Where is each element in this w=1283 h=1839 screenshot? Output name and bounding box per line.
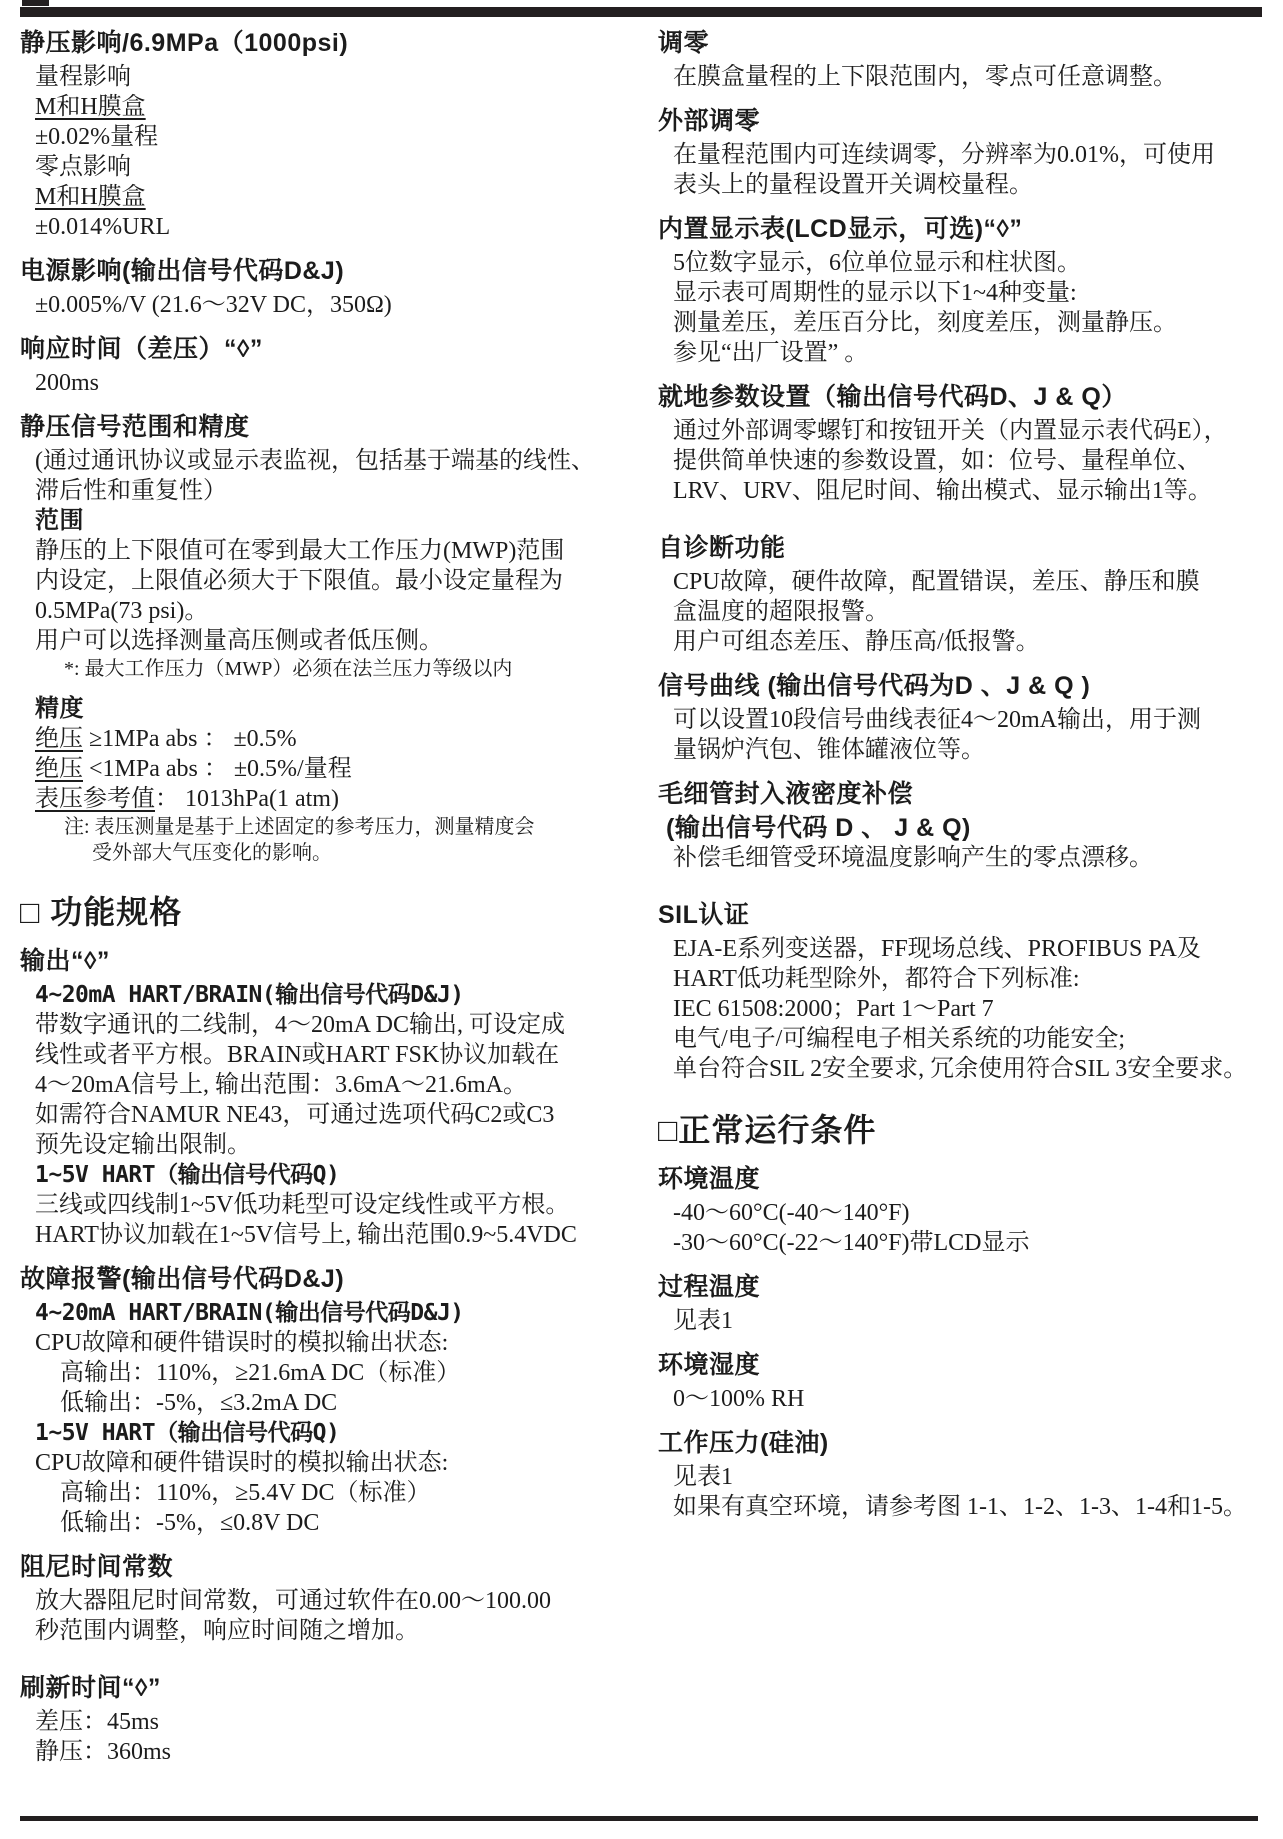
text-segment: 静压的上下限值可在零到最大工作压力(MWP)范围	[35, 538, 565, 564]
spec-section	[658, 105, 1263, 200]
text-segment: 用户可组态差压、静压高/低报警。	[673, 629, 1040, 655]
spec-section	[658, 381, 1263, 506]
text-segment: ： 1013hPa(1 atm)	[155, 786, 339, 812]
text-line	[658, 1306, 1263, 1336]
text-line	[658, 338, 1263, 368]
text-segment: 如果有真空环境，请参考图 1-1、1-2、1-3、1-4和1-5。	[673, 1494, 1247, 1520]
text-segment: 线性或者平方根。BRAIN或HART FSK协议加载在	[35, 1042, 560, 1068]
text-line	[20, 1328, 620, 1358]
section-heading: SIL认证	[658, 901, 750, 929]
text-line	[658, 964, 1263, 994]
spec-section	[20, 333, 620, 398]
text-segment: 5位数字显示，6位单位显示和柱状图。	[673, 250, 1081, 276]
section-heading: 静压影响/6.9MPa（1000psi)	[20, 29, 349, 57]
section-heading: 输出“◊”	[20, 947, 110, 975]
text-segment: CPU故障和硬件错误时的模拟输出状态:	[35, 1450, 449, 1476]
text-segment: 见表1	[673, 1464, 733, 1490]
text-line	[20, 368, 620, 398]
text-line	[20, 1160, 620, 1190]
spec-section	[20, 892, 620, 932]
text-line	[658, 308, 1263, 338]
bottom-rule	[20, 1816, 1258, 1821]
text-segment: 秒范围内调整，响应时间随之增加。	[35, 1618, 419, 1644]
text-line	[658, 1492, 1263, 1522]
spec-section	[20, 1672, 620, 1767]
text-segment: 如需符合NAMUR NE43，可通过选项代码C2或C3	[35, 1102, 555, 1128]
text-segment: 静压：360ms	[35, 1739, 172, 1765]
text-line	[20, 1130, 620, 1160]
text-segment: IEC 61508:2000；Part 1～Part 7	[673, 996, 994, 1022]
text-segment: 0～100% RH	[673, 1386, 805, 1412]
spec-section	[658, 670, 1263, 765]
text-segment: 200ms	[35, 370, 100, 396]
text-segment: ±0.005%/V (21.6～32V DC，350Ω)	[35, 292, 392, 318]
text-line	[658, 416, 1263, 446]
section-heading: 故障报警(输出信号代码D&J)	[20, 1265, 345, 1293]
text-segment: 三线或四线制1~5V低功耗型可设定线性或平方根。	[35, 1192, 570, 1218]
spec-section	[20, 27, 620, 242]
text-line	[20, 596, 620, 626]
text-line	[658, 140, 1263, 170]
text-line	[20, 784, 620, 814]
section-heading: 工作压力(硅油)	[658, 1429, 829, 1457]
text-line	[20, 1586, 620, 1616]
text-segment: 高输出：110%，≥5.4V DC（标准）	[60, 1480, 431, 1506]
text-line	[20, 1478, 620, 1508]
underlined-text: 表压参考值	[35, 786, 155, 812]
left-column	[20, 27, 620, 1780]
text-segment: 提供简单快速的参数设置，如：位号、量程单位、	[673, 448, 1201, 474]
text-segment: 差压：45ms	[35, 1709, 160, 1735]
spec-section	[658, 27, 1263, 92]
text-segment: 电气/电子/可编程电子相关系统的功能安全;	[673, 1026, 1126, 1052]
text-segment: (输出信号代码 D 、 J & Q)	[666, 814, 971, 842]
text-segment: 参见“出厂设置” 。	[673, 340, 869, 366]
text-line	[658, 476, 1263, 506]
text-line	[658, 735, 1263, 765]
text-line	[20, 1707, 620, 1737]
text-segment: 在量程范围内可连续调零，分辨率为0.01%，可使用	[673, 142, 1215, 168]
section-heading: 毛细管封入液密度补偿	[658, 780, 914, 808]
text-segment: HART协议加载在1~5V信号上, 输出范围0.9~5.4VDC	[35, 1222, 577, 1248]
text-segment: 4~20mA HART/BRAIN(输出信号代码D&J)	[35, 982, 464, 1008]
section-heading: 内置显示表(LCD显示，可选)“◊”	[658, 215, 1023, 243]
text-line	[20, 536, 620, 566]
text-line	[20, 656, 620, 682]
text-segment: 带数字通讯的二线制，4～20mA DC输出, 可设定成	[35, 1012, 566, 1038]
text-segment: 4～20mA信号上, 输出范围：3.6mA～21.6mA。	[35, 1072, 527, 1098]
spec-section	[658, 532, 1263, 657]
spec-section	[20, 411, 620, 866]
text-segment: 量锅炉汽包、锥体罐液位等。	[673, 737, 985, 763]
text-line	[20, 92, 620, 122]
text-segment: 预先设定输出限制。	[35, 1132, 251, 1158]
text-line	[20, 814, 620, 840]
spec-section	[658, 1271, 1263, 1336]
text-line	[20, 1070, 620, 1100]
text-segment: 1~5V HART（输出信号代码Q)	[35, 1420, 340, 1446]
text-segment: 通过外部调零螺钉和按钮开关（内置显示表代码E），	[673, 418, 1228, 444]
underlined-text: M和H膜盒	[35, 184, 146, 210]
text-segment: HART低功耗型除外，都符合下列标准:	[673, 966, 1080, 992]
text-segment: 4~20mA HART/BRAIN(输出信号代码D&J)	[35, 1300, 464, 1326]
text-line	[20, 754, 620, 784]
section-heading: 调零	[658, 29, 710, 57]
right-column	[658, 27, 1263, 1780]
top-rule	[20, 7, 1262, 17]
text-line	[20, 1220, 620, 1250]
text-line	[20, 182, 620, 212]
text-line	[20, 62, 620, 92]
text-segment: CPU故障，硬件故障，配置错误，差压、静压和膜	[673, 569, 1200, 595]
text-segment: ±0.02%量程	[35, 124, 159, 150]
text-line	[658, 278, 1263, 308]
text-line	[20, 1190, 620, 1220]
text-segment: 放大器阻尼时间常数，可通过软件在0.00～100.00	[35, 1588, 551, 1614]
text-line	[658, 62, 1263, 92]
text-line	[20, 694, 620, 724]
section-heading: 阻尼时间常数	[20, 1553, 174, 1581]
spec-section	[658, 1163, 1263, 1258]
text-line	[20, 1010, 620, 1040]
text-line	[658, 248, 1263, 278]
text-segment: 滞后性和重复性）	[35, 478, 227, 504]
text-segment: 内设定，上限值必须大于下限值。最小设定量程为	[35, 568, 563, 594]
section-title: □正常运行条件	[658, 1112, 877, 1148]
text-segment: 盒温度的超限报警。	[673, 599, 889, 625]
text-segment: 测量差压，差压百分比，刻度差压，测量静压。	[673, 310, 1177, 336]
section-heading: 过程温度	[658, 1273, 761, 1301]
text-segment: 注: 表压测量是基于上述固定的参考压力，测量精度会	[64, 816, 535, 838]
text-segment: 补偿毛细管受环境温度影响产生的零点漂移。	[673, 845, 1153, 871]
text-line	[658, 934, 1263, 964]
underlined-text: 绝压	[35, 756, 83, 782]
text-segment: 范围	[35, 507, 84, 534]
underlined-text: M和H膜盒	[35, 94, 146, 120]
text-segment: LRV、URV、阻尼时间、输出模式、显示输出1等。	[673, 478, 1212, 504]
text-line	[658, 813, 1263, 843]
spec-section	[20, 1263, 620, 1538]
text-line	[20, 290, 620, 320]
text-line	[658, 170, 1263, 200]
text-segment: ±0.014%URL	[35, 214, 171, 240]
text-segment: 精度	[35, 695, 84, 722]
text-line	[20, 1616, 620, 1646]
text-segment: 用户可以选择测量高压侧或者低压侧。	[35, 628, 443, 654]
text-segment: ≥1MPa abs ： ±0.5%	[83, 726, 297, 752]
section-heading: 外部调零	[658, 107, 761, 135]
text-segment: 1~5V HART（输出信号代码Q)	[35, 1162, 340, 1188]
text-segment: 低输出：-5%，≤0.8V DC	[60, 1510, 320, 1536]
text-line	[658, 705, 1263, 735]
section-heading: 静压信号范围和精度	[20, 413, 250, 441]
text-line	[20, 724, 620, 754]
text-line	[20, 1508, 620, 1538]
text-segment: *: 最大工作压力（MWP）必须在法兰压力等级以内	[64, 658, 513, 680]
text-line	[658, 994, 1263, 1024]
text-segment: 零点影响	[35, 154, 131, 180]
text-line	[20, 122, 620, 152]
section-title: □ 功能规格	[20, 894, 183, 930]
text-segment: -40～60°C(-40～140°F)	[673, 1200, 910, 1226]
page-edge-mark	[22, 0, 49, 6]
spec-section	[20, 1551, 620, 1646]
text-segment: 受外部大气压变化的影响。	[92, 842, 332, 864]
text-line	[20, 1298, 620, 1328]
text-line	[658, 1384, 1263, 1414]
section-heading: 刷新时间“◊”	[20, 1674, 161, 1702]
text-segment: 高输出：110%，≥21.6mA DC（标准）	[60, 1360, 461, 1386]
text-line	[20, 446, 620, 476]
text-line	[658, 1054, 1263, 1084]
text-segment: 可以设置10段信号曲线表征4～20mA输出，用于测	[673, 707, 1201, 733]
text-segment: (通过通讯协议或显示表监视，包括基于端基的线性、	[35, 448, 595, 474]
section-heading: 环境温度	[658, 1165, 761, 1193]
text-line	[20, 566, 620, 596]
section-heading: 环境湿度	[658, 1351, 761, 1379]
text-segment: <1MPa abs ： ±0.5%/量程	[83, 756, 352, 782]
text-line	[20, 1388, 620, 1418]
text-line	[20, 1418, 620, 1448]
text-line	[658, 843, 1263, 873]
text-line	[658, 567, 1263, 597]
text-segment: 见表1	[673, 1308, 733, 1334]
text-line	[20, 1358, 620, 1388]
text-segment: 量程影响	[35, 64, 131, 90]
section-heading: 就地参数设置（输出信号代码D、J & Q）	[658, 383, 1127, 411]
text-segment: 表头上的量程设置开关调校量程。	[673, 172, 1033, 198]
text-line	[20, 1737, 620, 1767]
text-line	[20, 840, 620, 866]
text-segment: EJA-E系列变送器，FF现场总线、PROFIBUS PA及	[673, 936, 1201, 962]
text-line	[20, 506, 620, 536]
spec-section	[658, 1110, 1263, 1150]
text-segment: 低输出：-5%，≤3.2mA DC	[60, 1390, 338, 1416]
text-line	[20, 1448, 620, 1478]
text-segment: 0.5MPa(73 psi)。	[35, 598, 209, 624]
text-line	[658, 597, 1263, 627]
text-line	[658, 1198, 1263, 1228]
text-line	[20, 1100, 620, 1130]
text-segment: 在膜盒量程的上下限范围内，零点可任意调整。	[673, 64, 1177, 90]
text-line	[20, 980, 620, 1010]
section-heading: 信号曲线 (输出信号代码为D 、J & Q )	[658, 672, 1091, 700]
section-heading: 自诊断功能	[658, 534, 786, 562]
text-segment: -30～60°C(-22～140°F)带LCD显示	[673, 1230, 1030, 1256]
text-line	[20, 626, 620, 656]
spec-section	[658, 1427, 1263, 1522]
section-heading: 响应时间（差压）“◊”	[20, 335, 263, 363]
spec-section	[20, 255, 620, 320]
text-line	[658, 446, 1263, 476]
text-line	[20, 1040, 620, 1070]
text-line	[658, 1228, 1263, 1258]
text-line	[658, 627, 1263, 657]
text-segment: 单台符合SIL 2安全要求, 冗余使用符合SIL 3安全要求。	[673, 1056, 1248, 1082]
text-line	[20, 152, 620, 182]
underlined-text: 绝压	[35, 726, 83, 752]
text-line	[20, 212, 620, 242]
text-line	[20, 476, 620, 506]
text-line	[658, 1462, 1263, 1492]
spec-section	[658, 899, 1263, 1084]
spec-section	[658, 213, 1263, 368]
text-line	[658, 1024, 1263, 1054]
text-segment: 显示表可周期性的显示以下1~4种变量:	[673, 280, 1077, 306]
text-segment: CPU故障和硬件错误时的模拟输出状态:	[35, 1330, 449, 1356]
spec-section	[658, 778, 1263, 873]
section-heading: 电源影响(输出信号代码D&J)	[20, 257, 345, 285]
spec-section	[20, 945, 620, 1250]
spec-section	[658, 1349, 1263, 1414]
